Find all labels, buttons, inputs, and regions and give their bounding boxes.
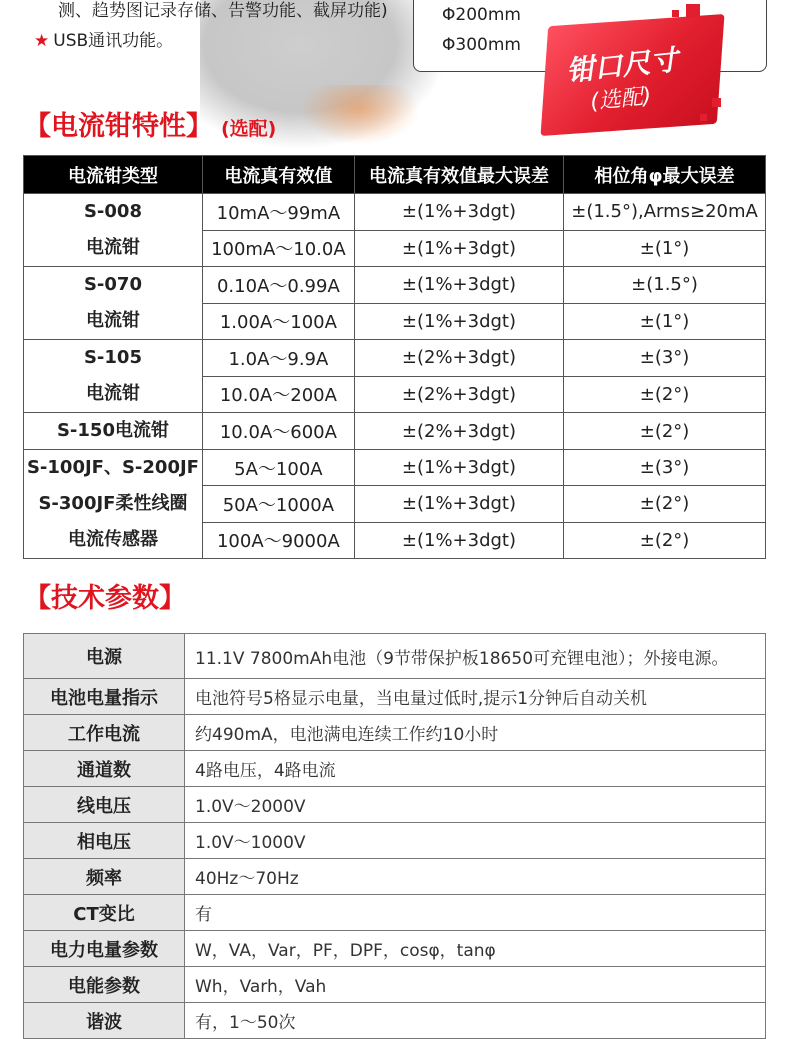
spec-key: 相电压: [24, 823, 185, 859]
feature-usb-text: USB通讯功能。: [53, 31, 174, 51]
spec-row: [24, 859, 766, 895]
header-cell: 电流真有效值: [202, 156, 354, 194]
rms-error-cell: ±(1%+3dgt): [354, 194, 563, 231]
spec-row: [24, 931, 766, 967]
table-row: [24, 194, 766, 231]
clamp-type-line: S-008: [83, 201, 142, 222]
range-cell: 1.0A～9.9A: [202, 340, 354, 377]
spec-value: 1.0V～2000V: [185, 787, 766, 823]
phase-error-cell: ±(1°): [564, 230, 766, 267]
spec-key: 电力电量参数: [24, 931, 185, 967]
phase-error-cell: ±(2°): [564, 376, 766, 413]
table-row: [24, 267, 766, 304]
rms-error-cell: ±(2%+3dgt): [354, 376, 563, 413]
header-cell: 电流真有效值最大误差: [354, 156, 563, 194]
phase-error-cell: ±(1.5°): [564, 267, 766, 304]
rms-error-cell: ±(2%+3dgt): [354, 340, 563, 377]
range-cell: 50A～1000A: [202, 486, 354, 522]
size-item: Φ200mm: [442, 5, 521, 25]
range-cell: 1.00A～100A: [202, 303, 354, 340]
range-cell: 10.0A～200A: [202, 376, 354, 413]
section-title-clamp: [24, 104, 276, 143]
clamp-type-line: 电流钳: [85, 310, 140, 331]
section-title-specs: 【技术参数】: [24, 583, 186, 614]
spec-row: [24, 1003, 766, 1039]
spec-row: [24, 751, 766, 787]
spec-table: [23, 633, 766, 1039]
phase-error-cell: ±(2°): [564, 522, 766, 558]
clamp-type-line: S-070: [83, 274, 142, 295]
spec-value: 40Hz～70Hz: [185, 859, 766, 895]
spec-value: Wh，Varh，Vah: [185, 967, 766, 1003]
deco-square: [700, 114, 707, 121]
spec-row: [24, 823, 766, 859]
clamp-type-line: S-150电流钳: [56, 420, 169, 441]
range-cell: 0.10A～0.99A: [202, 267, 354, 304]
rms-error-cell: ±(1%+3dgt): [354, 230, 563, 267]
phase-error-cell: ±(3°): [564, 450, 766, 486]
badge-title: 钳口尺寸: [564, 43, 680, 88]
table-row: [24, 340, 766, 377]
range-cell: 100mA～10.0A: [202, 230, 354, 267]
phase-error-cell: ±(2°): [564, 413, 766, 450]
rms-error-cell: ±(1%+3dgt): [354, 303, 563, 340]
clamp-characteristics-table: [23, 155, 766, 559]
rms-error-cell: ±(1%+3dgt): [354, 486, 563, 522]
size-item: Φ300mm: [442, 35, 521, 55]
spec-key: 电能参数: [24, 967, 185, 1003]
clamp-type-cell: [24, 450, 203, 559]
range-cell: 5A～100A: [202, 450, 354, 486]
spec-row: [24, 715, 766, 751]
spec-value: 4路电压，4路电流: [185, 751, 766, 787]
header-cell: 电流钳类型: [24, 156, 203, 194]
spec-key: 谐波: [24, 1003, 185, 1039]
spec-row: [24, 787, 766, 823]
rms-error-cell: ±(1%+3dgt): [354, 450, 563, 486]
spec-key: 频率: [24, 859, 185, 895]
phase-error-cell: ±(2°): [564, 486, 766, 522]
section-title-text: 【电流钳特性】: [24, 111, 213, 142]
spec-key: 电源: [24, 634, 185, 679]
phase-error-cell: ±(1.5°),Arms≥20mA: [564, 194, 766, 231]
spec-value: 有，1～50次: [185, 1003, 766, 1039]
spec-row: [24, 895, 766, 931]
feature-line-usb: [34, 26, 173, 51]
clamp-type-line: S-100JF、S-200JF: [26, 457, 199, 478]
deco-square: [712, 98, 721, 107]
clamp-type-line: 电流传感器: [67, 529, 158, 550]
table-row: [24, 450, 766, 486]
spec-key: 通道数: [24, 751, 185, 787]
clamp-type-cell: [24, 340, 203, 413]
rms-error-cell: ±(1%+3dgt): [354, 267, 563, 304]
product-photo-orange: [300, 85, 420, 145]
phase-error-cell: ±(1°): [564, 303, 766, 340]
spec-key: 工作电流: [24, 715, 185, 751]
clamp-type-line: 电流钳: [85, 237, 140, 258]
header-cell: 相位角φ最大误差: [564, 156, 766, 194]
range-cell: 10.0A～600A: [202, 413, 354, 450]
spec-row: [24, 634, 766, 679]
clamp-type-cell: [24, 194, 203, 267]
table-header-row: [24, 156, 766, 194]
spec-key: 电池电量指示: [24, 679, 185, 715]
badge-subtitle: (选配): [589, 83, 653, 116]
clamp-type-cell: [24, 267, 203, 340]
spec-value: 1.0V～1000V: [185, 823, 766, 859]
spec-key: 线电压: [24, 787, 185, 823]
deco-square: [672, 10, 679, 17]
star-icon: ★: [34, 31, 50, 51]
spec-value: 11.1V 7800mAh电池（9节带保护板18650可充锂电池）；外接电源。: [185, 634, 766, 679]
section-option: (选配): [221, 118, 277, 140]
deco-square: [686, 4, 700, 18]
phase-error-cell: ±(3°): [564, 340, 766, 377]
rms-error-cell: ±(2%+3dgt): [354, 413, 563, 450]
range-cell: 10mA～99mA: [202, 194, 354, 231]
spec-value: 约490mA，电池满电连续工作约10小时: [185, 715, 766, 751]
clamp-type-line: S-105: [83, 347, 142, 368]
clamp-type-line: 电流钳: [85, 383, 140, 404]
spec-value: W，VA，Var，PF，DPF，cosφ，tanφ: [185, 931, 766, 967]
spec-row: [24, 679, 766, 715]
rms-error-cell: ±(1%+3dgt): [354, 522, 563, 558]
range-cell: 100A～9000A: [202, 522, 354, 558]
feature-line: 测、趋势图记录存储、告警功能、截屏功能): [58, 1, 388, 21]
clamp-type-cell: [24, 413, 203, 450]
spec-value: 有: [185, 895, 766, 931]
spec-value: 电池符号5格显示电量，当电量过低时,提示1分钟后自动关机: [185, 679, 766, 715]
clamp-type-line: S-300JF柔性线圈: [38, 493, 188, 514]
spec-row: [24, 967, 766, 1003]
spec-key: CT变比: [24, 895, 185, 931]
table-row: [24, 413, 766, 450]
